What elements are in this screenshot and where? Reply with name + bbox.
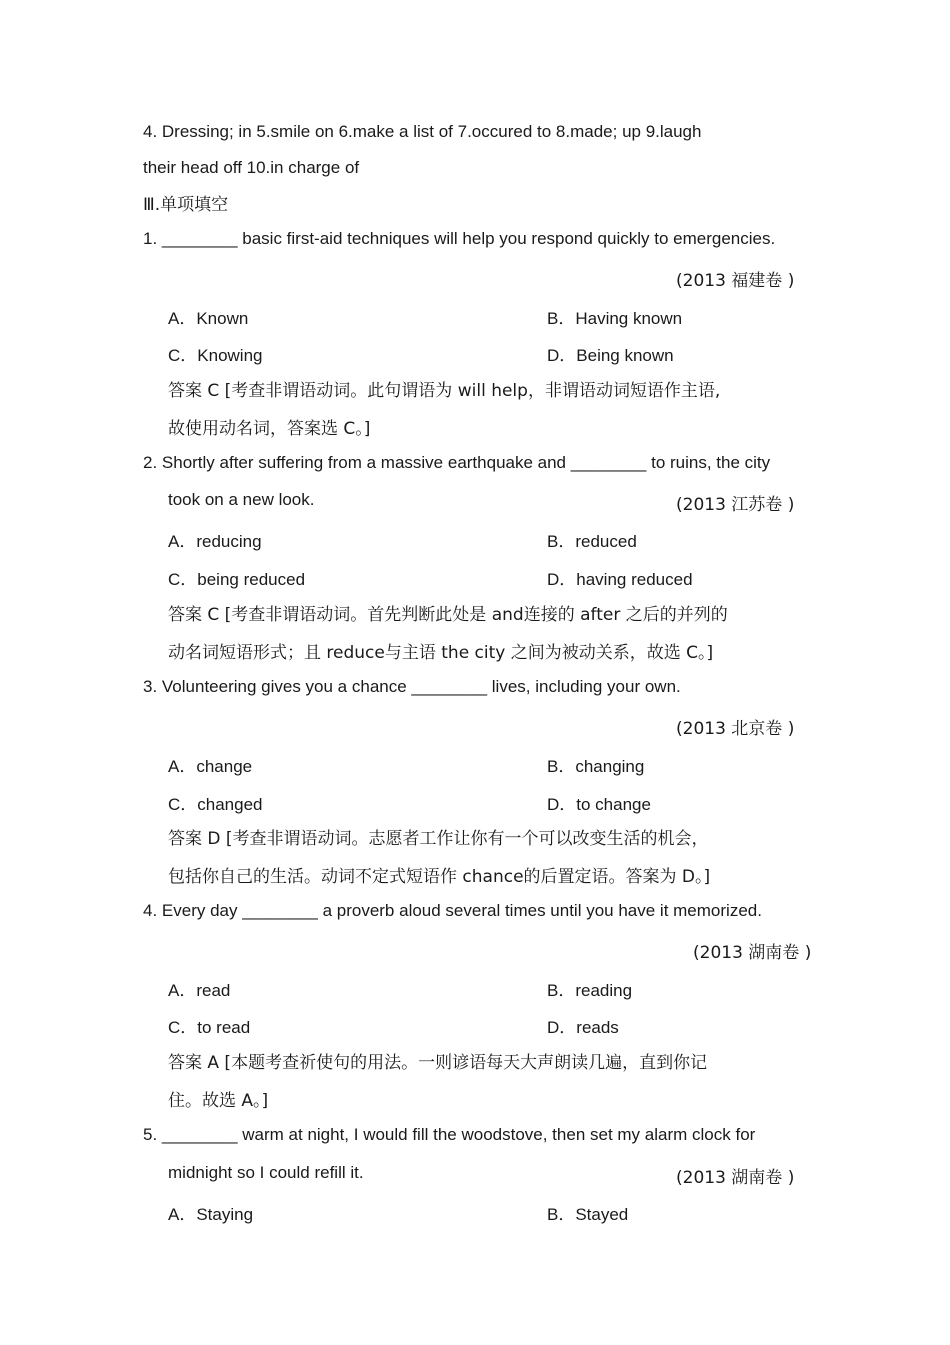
question-source: (2013 北京卷 )	[676, 719, 795, 739]
question-stem: 4. Every day ________ a proverb aloud several times until you have it memorized.	[143, 901, 762, 920]
option-c: C．being reduced	[168, 570, 306, 589]
answer-line-2: 动名词短语形式；且 reduce与主语 the city 之间为被动关系，故选 C。]	[168, 643, 714, 663]
question-stem: 3. Volunteering gives you a chance ________ lives, including your own.	[143, 677, 681, 696]
option-b: B．changing	[547, 757, 645, 776]
option-a: A．reducing	[168, 532, 262, 551]
question-stem: 5. ________ warm at night, I would fill the woodstove, then set my alarm clock for	[143, 1125, 756, 1144]
option-a: A．Staying	[168, 1205, 254, 1224]
option-b: B．Having known	[547, 309, 683, 328]
option-d: D．to change	[547, 795, 651, 814]
previous-answers-line-1: 4. Dressing; in 5.smile on 6.make a list of 7.occured to 8.made; up 9.laugh	[143, 122, 702, 141]
option-d: D．reads	[547, 1018, 619, 1037]
option-c: C．changed	[168, 795, 263, 814]
question-source: (2013 福建卷 )	[676, 271, 795, 291]
question-source: (2013 湖南卷 )	[676, 1168, 795, 1188]
option-a: A．Known	[168, 309, 249, 328]
answer-line-1: 答案 A [本题考查祈使句的用法。一则谚语每天大声朗读几遍，直到你记	[168, 1053, 708, 1073]
option-c: C．to read	[168, 1018, 251, 1037]
question-source: (2013 江苏卷 )	[676, 495, 795, 515]
option-a: A．read	[168, 981, 231, 1000]
answer-line-1: 答案 C [考查非谓语动词。首先判断此处是 and连接的 after 之后的并列的	[168, 605, 728, 625]
question-stem: 2. Shortly after suffering from a massive earthquake and ________ to ruins, the city	[143, 453, 771, 472]
question-stem-continued: took on a new look.	[168, 490, 315, 509]
option-d: D．Being known	[547, 346, 674, 365]
question-stem: 1. ________ basic first-aid techniques will help you respond quickly to emergencies.	[143, 229, 776, 248]
answer-line-2: 住。故选 A。]	[168, 1091, 269, 1111]
option-b: B．reading	[547, 981, 633, 1000]
section-title: Ⅲ.单项填空	[143, 195, 229, 215]
question-stem-continued: midnight so I could refill it.	[168, 1163, 364, 1182]
answer-line-1: 答案 C [考查非谓语动词。此句谓语为 will help，非谓语动词短语作主语,	[168, 381, 721, 401]
answer-line-1: 答案 D [考查非谓语动词。志愿者工作让你有一个可以改变生活的机会，	[168, 829, 709, 849]
option-a: A．change	[168, 757, 253, 776]
previous-answers-line-2: their head off 10.in charge of	[143, 158, 360, 177]
option-d: D．having reduced	[547, 570, 693, 589]
option-c: C．Knowing	[168, 346, 263, 365]
answer-line-2: 故使用动名词，答案选 C。]	[168, 419, 371, 439]
option-b: B．Stayed	[547, 1205, 629, 1224]
answer-line-2: 包括你自己的生活。动词不定式短语作 chance的后置定语。答案为 D。]	[168, 867, 711, 887]
option-b: B．reduced	[547, 532, 637, 551]
question-source: (2013 湖南卷 )	[693, 943, 812, 963]
